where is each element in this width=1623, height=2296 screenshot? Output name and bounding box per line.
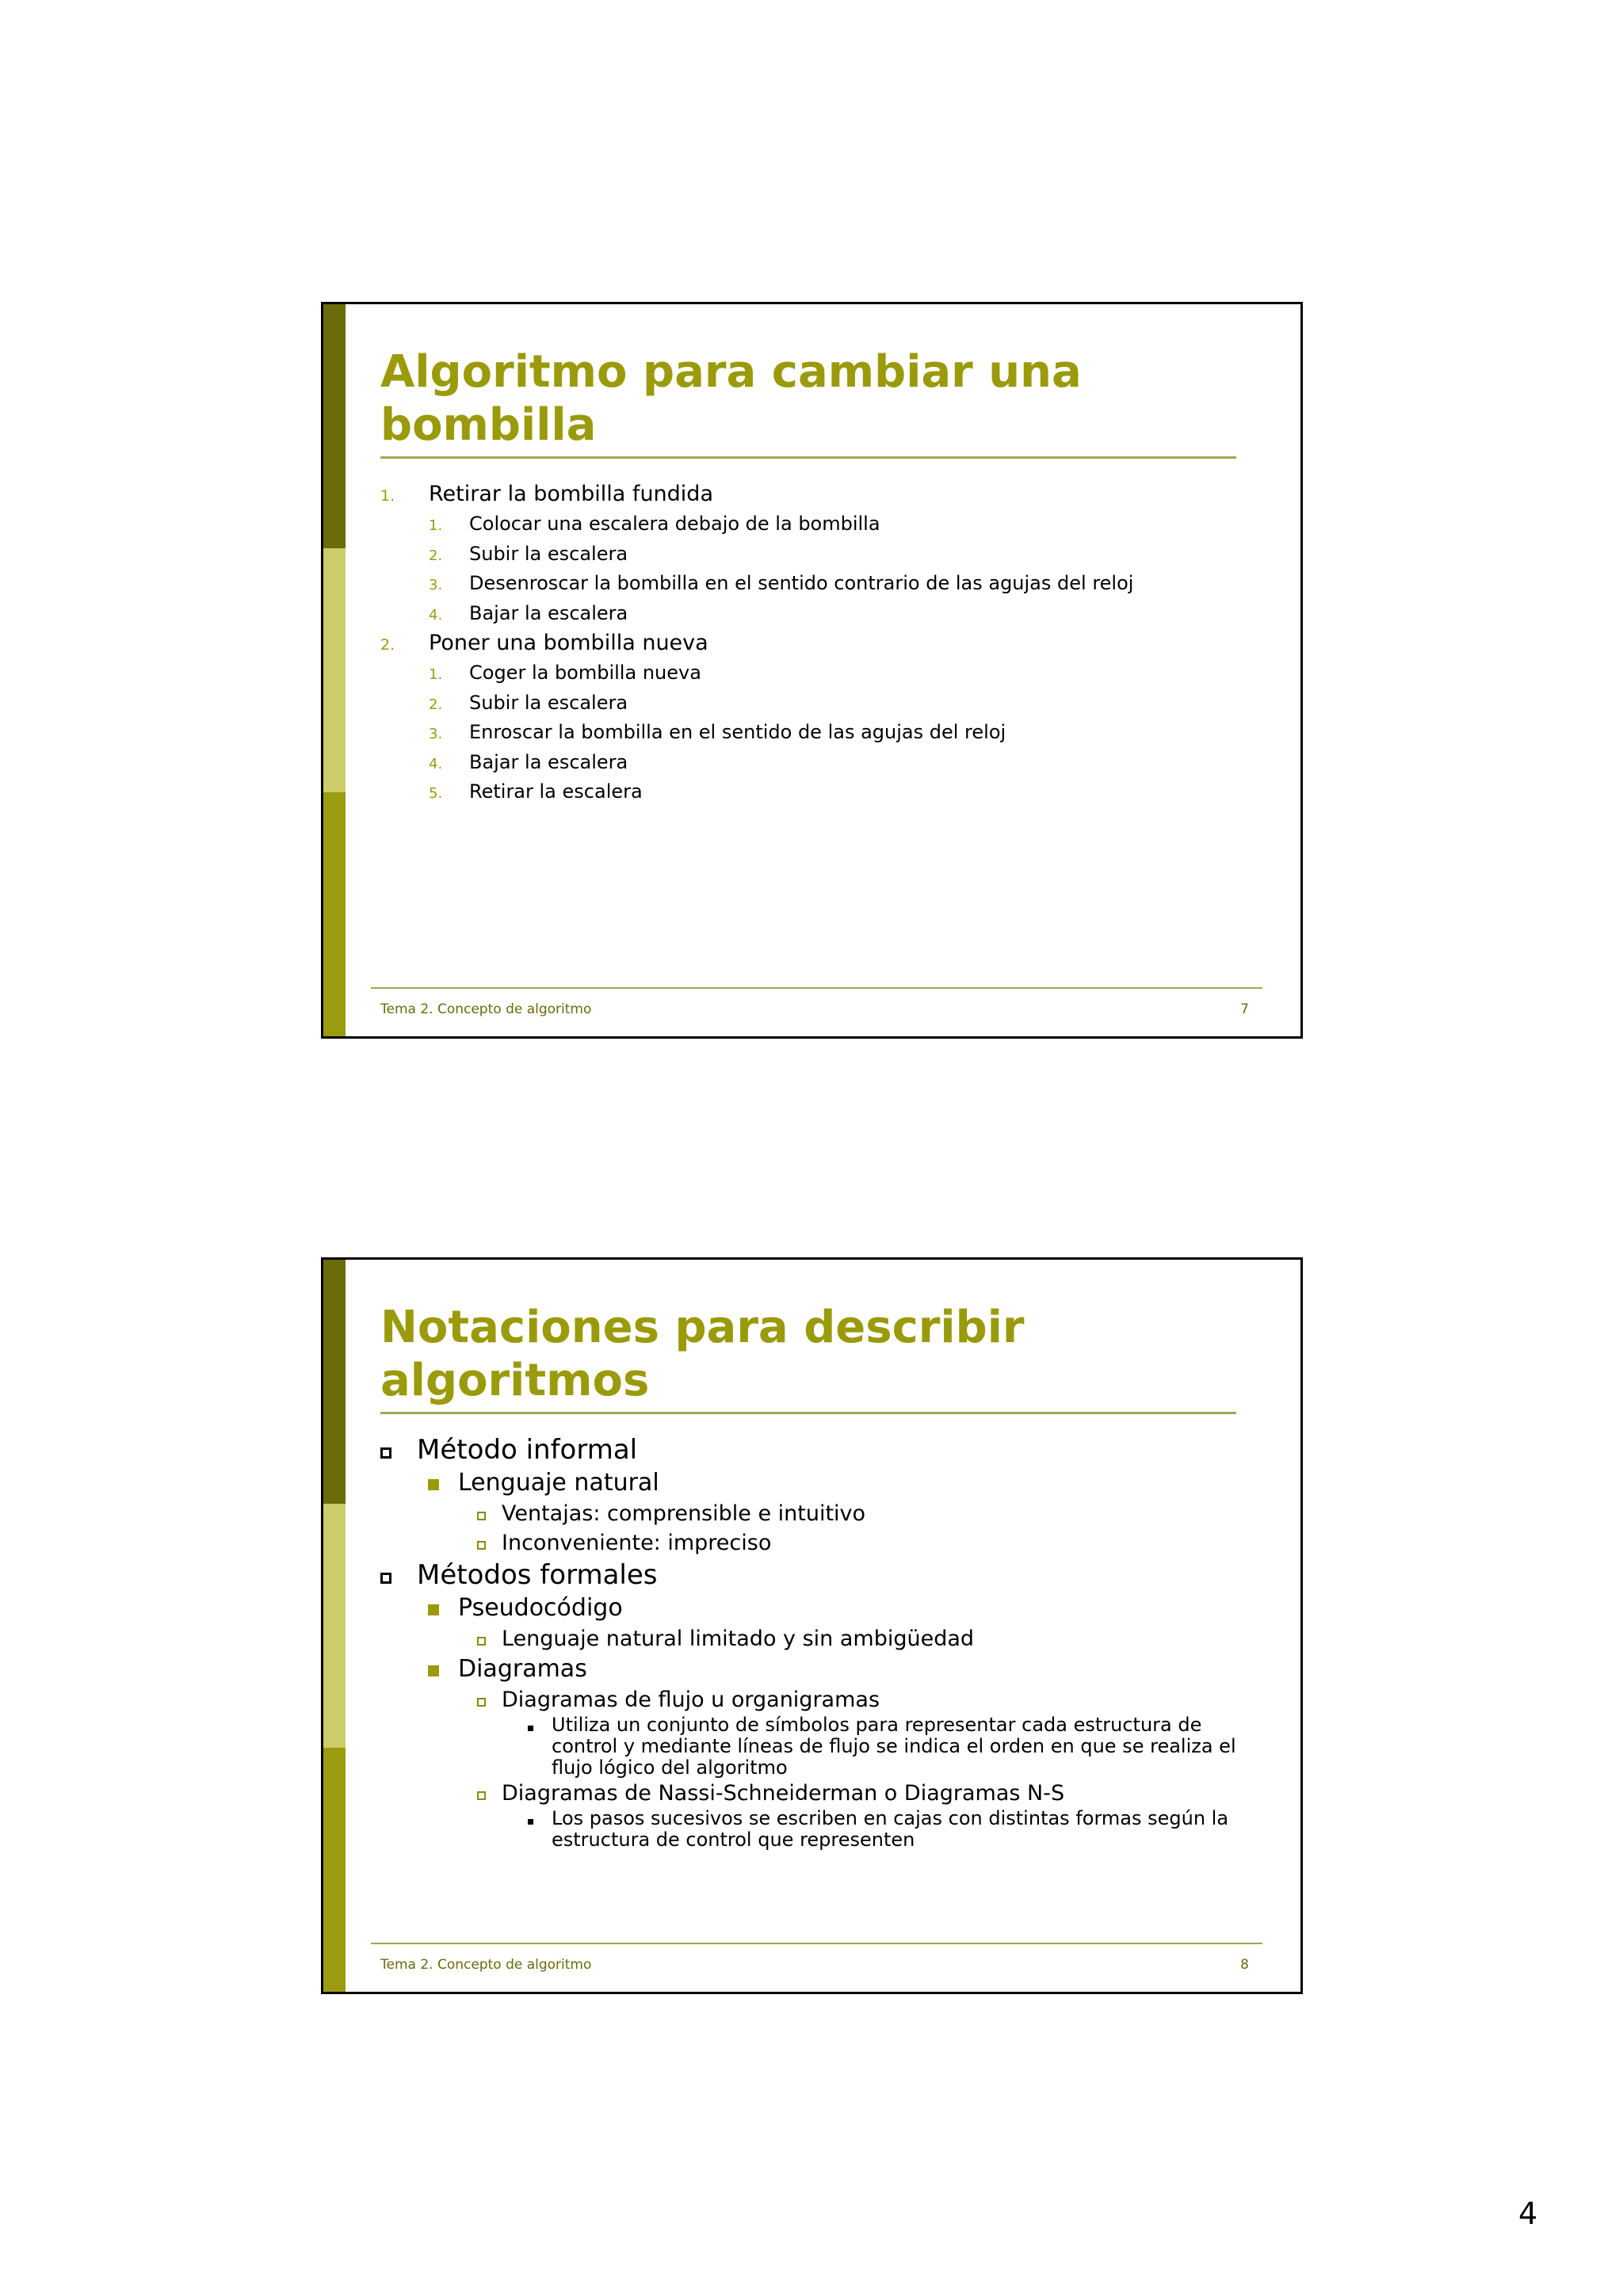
item-text: Desenroscar la bombilla en el sentido contrario de las agujas del reloj bbox=[469, 572, 1134, 594]
item-text: Retirar la bombilla fundida bbox=[429, 482, 713, 506]
hollow-square-bullet-icon bbox=[380, 1447, 391, 1459]
item-number: 3. bbox=[429, 577, 443, 593]
title-divider bbox=[380, 1412, 1236, 1414]
item-text: Subir la escalera bbox=[469, 542, 628, 565]
solid-square-bullet-icon bbox=[428, 1604, 439, 1615]
sub-list-item bbox=[380, 689, 1272, 719]
bullet-level3 bbox=[380, 1685, 1272, 1714]
item-number: 1. bbox=[429, 666, 443, 683]
list-item bbox=[380, 629, 1272, 659]
accent-band-dark bbox=[323, 1260, 346, 1504]
title-divider bbox=[380, 456, 1236, 459]
bullet-text: Lenguaje natural bbox=[458, 1469, 659, 1497]
slide-footer: Tema 2. Concepto de algoritmo bbox=[380, 1957, 592, 1973]
bullet-level4 bbox=[380, 1808, 1272, 1851]
bullet-level4 bbox=[380, 1714, 1272, 1779]
slide-number: 8 bbox=[1240, 1957, 1249, 1973]
bullet-text: Pseudocódigo bbox=[458, 1594, 623, 1622]
bullet-text: Los pasos sucesivos se escriben en cajas con distintas formas según la estructura de control que representen bbox=[552, 1807, 1229, 1851]
item-number: 2. bbox=[380, 636, 395, 654]
list-item bbox=[380, 480, 1272, 510]
item-text: Bajar la escalera bbox=[469, 601, 628, 624]
bullet-text: Diagramas de Nassi-Schneiderman o Diagramas N-S bbox=[502, 1781, 1065, 1806]
accent-band-medium bbox=[323, 792, 346, 1036]
item-text: Colocar una escalera debajo de la bombilla bbox=[469, 513, 880, 535]
item-text: Retirar la escalera bbox=[469, 780, 643, 803]
sub-list-item bbox=[380, 540, 1272, 570]
accent-band-medium bbox=[323, 1748, 346, 1992]
bullet-text: Lenguaje natural limitado y sin ambigüedad bbox=[502, 1627, 975, 1651]
sub-list-item bbox=[380, 659, 1272, 689]
accent-band-dark bbox=[323, 304, 346, 548]
item-text: Subir la escalera bbox=[469, 691, 628, 714]
bullet-text: Métodos formales bbox=[417, 1559, 658, 1591]
tiny-square-bullet-icon bbox=[528, 1819, 533, 1825]
item-text: Enroscar la bombilla en el sentido de las agujas del reloj bbox=[469, 721, 1006, 743]
bullet-level3 bbox=[380, 1624, 1272, 1653]
bullet-level1 bbox=[380, 1558, 1272, 1592]
sub-list-item bbox=[380, 510, 1272, 540]
item-number: 4. bbox=[429, 755, 443, 772]
item-number: 2. bbox=[429, 547, 443, 564]
slide-title: Notaciones para describir algoritmos bbox=[380, 1302, 1025, 1406]
slide-footer: Tema 2. Concepto de algoritmo bbox=[380, 1001, 592, 1017]
slide-title: Algoritmo para cambiar una bombilla bbox=[380, 346, 1082, 451]
item-text: Bajar la escalera bbox=[469, 750, 628, 773]
item-text: Poner una bombilla nueva bbox=[429, 631, 708, 655]
small-square-bullet-icon bbox=[477, 1637, 486, 1646]
slide-number: 7 bbox=[1240, 1001, 1249, 1017]
bullet-text: Ventajas: comprensible e intuitivo bbox=[502, 1501, 866, 1526]
item-number: 4. bbox=[429, 606, 443, 624]
bullet-text: Inconveniente: impreciso bbox=[502, 1531, 772, 1555]
bullet-level1 bbox=[380, 1432, 1272, 1467]
bullet-text: Diagramas bbox=[458, 1655, 587, 1683]
bullet-level2 bbox=[380, 1467, 1272, 1499]
item-number: 1. bbox=[380, 487, 395, 505]
item-number: 2. bbox=[429, 696, 443, 713]
tiny-square-bullet-icon bbox=[528, 1726, 533, 1731]
sub-list-item bbox=[380, 749, 1272, 779]
item-number: 3. bbox=[429, 726, 443, 742]
bullet-level3 bbox=[380, 1528, 1272, 1558]
item-number: 5. bbox=[429, 785, 443, 802]
sub-list-item bbox=[380, 778, 1272, 808]
accent-band-light bbox=[323, 548, 346, 792]
accent-band-light bbox=[323, 1504, 346, 1748]
small-square-bullet-icon bbox=[477, 1541, 486, 1550]
item-number: 1. bbox=[429, 517, 443, 534]
bullet-list bbox=[380, 1432, 1272, 1851]
bullet-level3 bbox=[380, 1499, 1272, 1528]
bullet-text: Utiliza un conjunto de símbolos para representar cada estructura de control y mediante líneas de flujo se indica el orden en que se realiza el flujo lógico del algoritmo bbox=[552, 1714, 1236, 1779]
solid-square-bullet-icon bbox=[428, 1479, 439, 1490]
small-square-bullet-icon bbox=[477, 1791, 486, 1800]
numbered-list bbox=[380, 480, 1272, 808]
solid-square-bullet-icon bbox=[428, 1665, 439, 1676]
small-square-bullet-icon bbox=[477, 1512, 486, 1520]
bullet-level2 bbox=[380, 1592, 1272, 1624]
sub-list-item bbox=[380, 719, 1272, 749]
item-text: Coger la bombilla nueva bbox=[469, 662, 701, 684]
small-square-bullet-icon bbox=[477, 1698, 486, 1707]
footer-divider bbox=[371, 987, 1262, 989]
bullet-level2 bbox=[380, 1653, 1272, 1685]
footer-divider bbox=[371, 1943, 1262, 1944]
hollow-square-bullet-icon bbox=[380, 1573, 391, 1584]
bullet-text: Diagramas de flujo u organigramas bbox=[502, 1688, 880, 1712]
slide-7 bbox=[321, 302, 1303, 1039]
sub-list-item bbox=[380, 570, 1272, 600]
slide-8 bbox=[321, 1257, 1303, 1994]
bullet-text: Método informal bbox=[417, 1434, 638, 1466]
sub-list-item bbox=[380, 600, 1272, 630]
bullet-level3 bbox=[380, 1779, 1272, 1808]
page-number: 4 bbox=[1518, 2196, 1538, 2231]
